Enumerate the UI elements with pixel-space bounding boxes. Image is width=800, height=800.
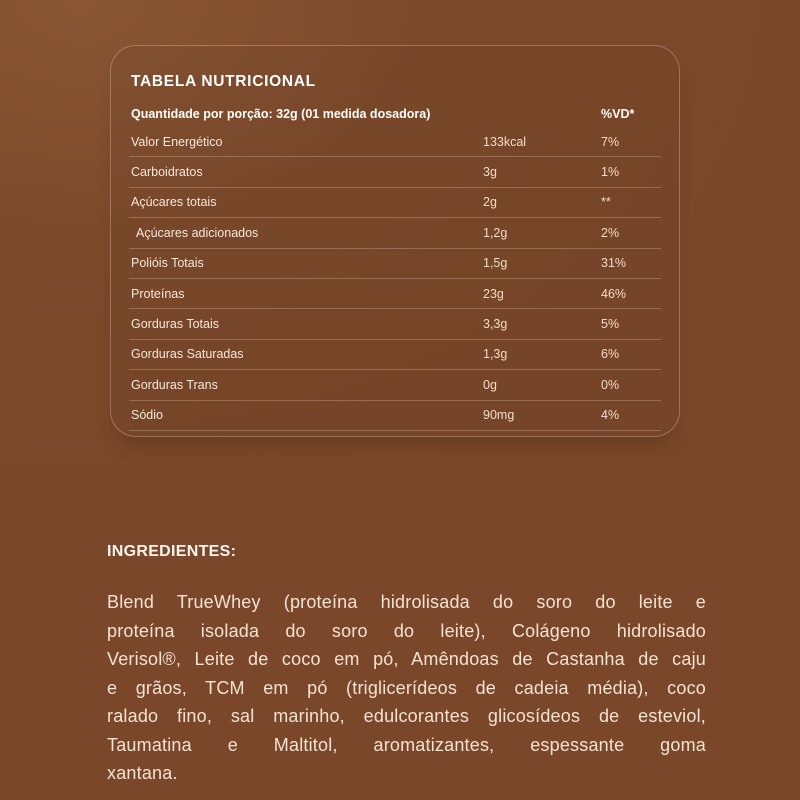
- nutrient-dv: 4%: [601, 408, 620, 423]
- nutrient-label: Gorduras Saturadas: [131, 347, 244, 362]
- ingredients-line: ralado fino, sal marinho, edulcorantes glicosídeos de esteviol,: [107, 706, 706, 726]
- nutrition-table-header: [129, 100, 661, 127]
- ingredients-paragraph: [107, 588, 706, 788]
- nutrient-amount: 2g: [483, 195, 497, 210]
- nutrient-dv: 1%: [601, 165, 620, 180]
- nutrient-row-sodio: [129, 401, 661, 431]
- nutrient-dv: 2%: [601, 225, 620, 240]
- nutrient-amount: 133kcal: [483, 134, 527, 149]
- serving-size-label: Quantidade por porção: 32g (01 medida dosadora): [131, 106, 431, 121]
- nutrient-dv: 7%: [601, 134, 620, 149]
- nutrient-dv: 31%: [601, 256, 627, 271]
- nutrient-amount: 1,2g: [483, 225, 508, 240]
- ingredients-line: Taumatina e Maltitol, aromatizantes, espessante goma: [107, 734, 706, 755]
- nutrition-table-rows: [129, 127, 661, 431]
- nutrient-amount: 1,3g: [483, 347, 508, 362]
- nutrient-amount: 3,3g: [483, 317, 508, 332]
- nutrient-row-acucares-totais: [129, 188, 661, 218]
- ingredients-heading: INGREDIENTES:: [107, 543, 237, 560]
- nutrition-card-title: TABELA NUTRICIONAL: [131, 73, 316, 90]
- nutrient-label: Proteínas: [131, 286, 185, 301]
- nutrition-facts-card: [110, 45, 680, 437]
- daily-value-header: %VD*: [601, 106, 635, 121]
- nutrient-row-gorduras-totais: [129, 309, 661, 339]
- nutrient-dv: 0%: [601, 377, 620, 392]
- ingredients-line: Verisol®, Leite de coco em pó, Amêndoas de Castanha de caju: [107, 649, 706, 669]
- nutrient-row-carboidratos: [129, 157, 661, 187]
- nutrient-amount: 3g: [483, 165, 497, 180]
- nutrient-label: Carboidratos: [131, 165, 203, 180]
- nutrient-label: Açúcares adicionados: [136, 225, 259, 240]
- nutrient-dv: 5%: [601, 317, 620, 332]
- nutrient-dv: 46%: [601, 286, 627, 301]
- nutrient-label: Valor Energético: [131, 134, 223, 149]
- nutrient-dv: 6%: [601, 347, 620, 362]
- ingredients-line: xantana.: [107, 763, 178, 783]
- nutrient-amount: 1,5g: [483, 256, 508, 271]
- nutrient-row-gorduras-trans: [129, 370, 661, 400]
- nutrient-row-acucares-adicionados: [129, 218, 661, 248]
- ingredients-section: [107, 542, 706, 788]
- nutrient-label: Polióis Totais: [131, 256, 204, 271]
- ingredients-line: e grãos, TCM em pó (triglicerídeos de cadeia média), coco: [107, 677, 706, 698]
- nutrient-amount: 0g: [483, 377, 497, 392]
- nutrient-row-energia: [129, 127, 661, 157]
- nutrient-label: Gorduras Totais: [131, 317, 220, 332]
- ingredients-line: Blend TrueWhey (proteína hidrolisada do soro do leite e: [107, 592, 706, 612]
- nutrient-amount: 90mg: [483, 408, 515, 423]
- nutrient-label: Sódio: [131, 408, 163, 423]
- nutrient-label: Gorduras Trans: [131, 377, 218, 392]
- nutrient-dv: **: [601, 195, 611, 210]
- nutrient-row-poliois: [129, 249, 661, 279]
- nutrient-label: Açúcares totais: [131, 195, 217, 210]
- nutrient-row-proteinas: [129, 279, 661, 309]
- nutrient-row-gorduras-saturadas: [129, 340, 661, 370]
- nutrient-amount: 23g: [483, 286, 504, 301]
- ingredients-line: proteína isolada do soro do leite), Colágeno hidrolisado: [107, 620, 706, 641]
